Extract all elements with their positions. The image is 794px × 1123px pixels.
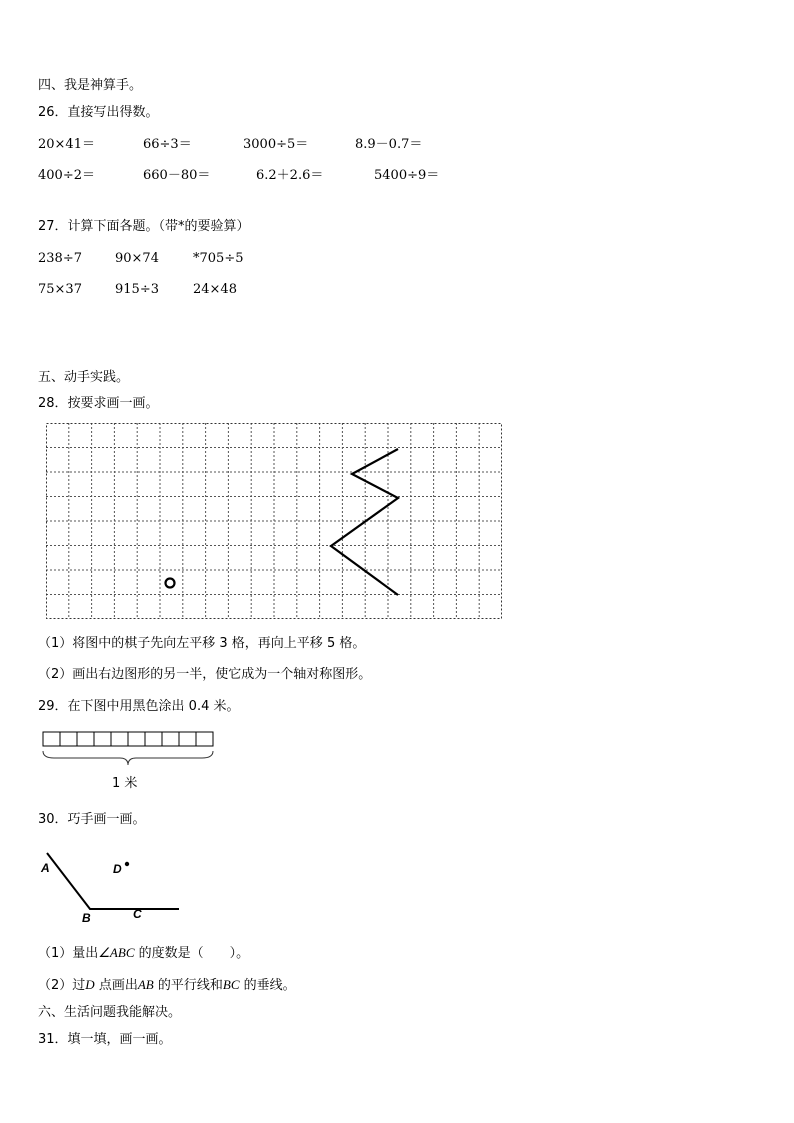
q30-sub1-pre: （1）量出 [38,946,99,961]
q30-sub2-d: D [85,977,95,992]
q30-label: 30．巧手画一画。 [38,812,146,827]
ruler-cell [179,732,196,746]
ruler-cell [145,732,162,746]
ruler-cell [60,732,77,746]
q27-item-2: 90×74 [115,251,159,266]
q26-item-5: 400÷2＝ [38,168,95,183]
q26-item-4: 8.9－0.7＝ [355,137,423,152]
q29-caption: 1 米 [112,776,138,791]
q27-label: 27．计算下面各题。（带*的要验算） [38,219,250,234]
ruler-cell [77,732,94,746]
ruler-cell [94,732,111,746]
q26-label: 26．直接写出得数。 [38,105,159,120]
ruler-brace [43,751,213,765]
point-b-label: B [82,911,91,925]
ruler-cell [111,732,128,746]
angle-abc-symbol: ∠ABC [98,945,135,960]
q30-sub1 [38,945,249,962]
q30-sub2 [38,977,296,994]
q27-item-4: 75×37 [38,282,82,297]
q28-sub1: （1）将图中的棋子先向左平移 3 格，再向上平移 5 格。 [38,636,366,651]
point-d-dot [125,862,129,866]
q29-label: 29．在下图中用黑色涂出 0.4 米。 [38,699,240,714]
chess-piece-icon [166,579,175,588]
q30-sub2-mid1: 点画出 [98,978,138,993]
q28-grid-figure [46,423,502,619]
q30-sub1-post: 的度数是（ ）。 [138,946,250,961]
dotted-grid [46,423,502,619]
q27-item-3: *705÷5 [193,251,244,266]
q30-sub2-post: 的垂线。 [243,978,296,993]
ruler-cell [43,732,60,746]
q28-sub2: （2）画出右边图形的另一半，使它成为一个轴对称图形。 [38,667,372,682]
q26-item-8: 5400÷9＝ [374,168,440,183]
q26-item-6: 660－80＝ [143,168,211,183]
q27-item-1: 238÷7 [38,251,82,266]
half-figure-zigzag [331,449,398,595]
ruler-cell [162,732,179,746]
q27-item-5: 915÷3 [115,282,159,297]
section6-title: 六、生活问题我能解决。 [38,1005,182,1020]
point-c-label: C [133,907,142,921]
ruler-cells [43,732,213,746]
point-d-label: D [113,862,122,876]
q28-label: 28．按要求画一画。 [38,396,159,411]
point-a-label: A [41,861,50,875]
q26-item-7: 6.2＋2.6＝ [256,168,324,183]
q30-angle-figure [38,848,188,926]
q27-item-6: 24×48 [193,282,237,297]
q26-item-3: 3000÷5＝ [243,137,309,152]
section5-title: 五、动手实践。 [38,370,130,385]
q31-label: 31．填一填，画一画。 [38,1032,172,1047]
q26-item-2: 66÷3＝ [143,137,192,152]
section4-title: 四、我是神算手。 [38,78,143,93]
q30-sub2-mid2: 的平行线和 [157,978,223,993]
ruler-cell [128,732,145,746]
q30-sub2-bc: BC [222,977,240,992]
q26-item-1: 20×41＝ [38,137,95,152]
q29-ruler-figure [42,731,218,769]
q30-sub2-pre: （2）过 [38,978,86,993]
ruler-cell [196,732,213,746]
q30-sub2-ab: AB [137,977,154,992]
